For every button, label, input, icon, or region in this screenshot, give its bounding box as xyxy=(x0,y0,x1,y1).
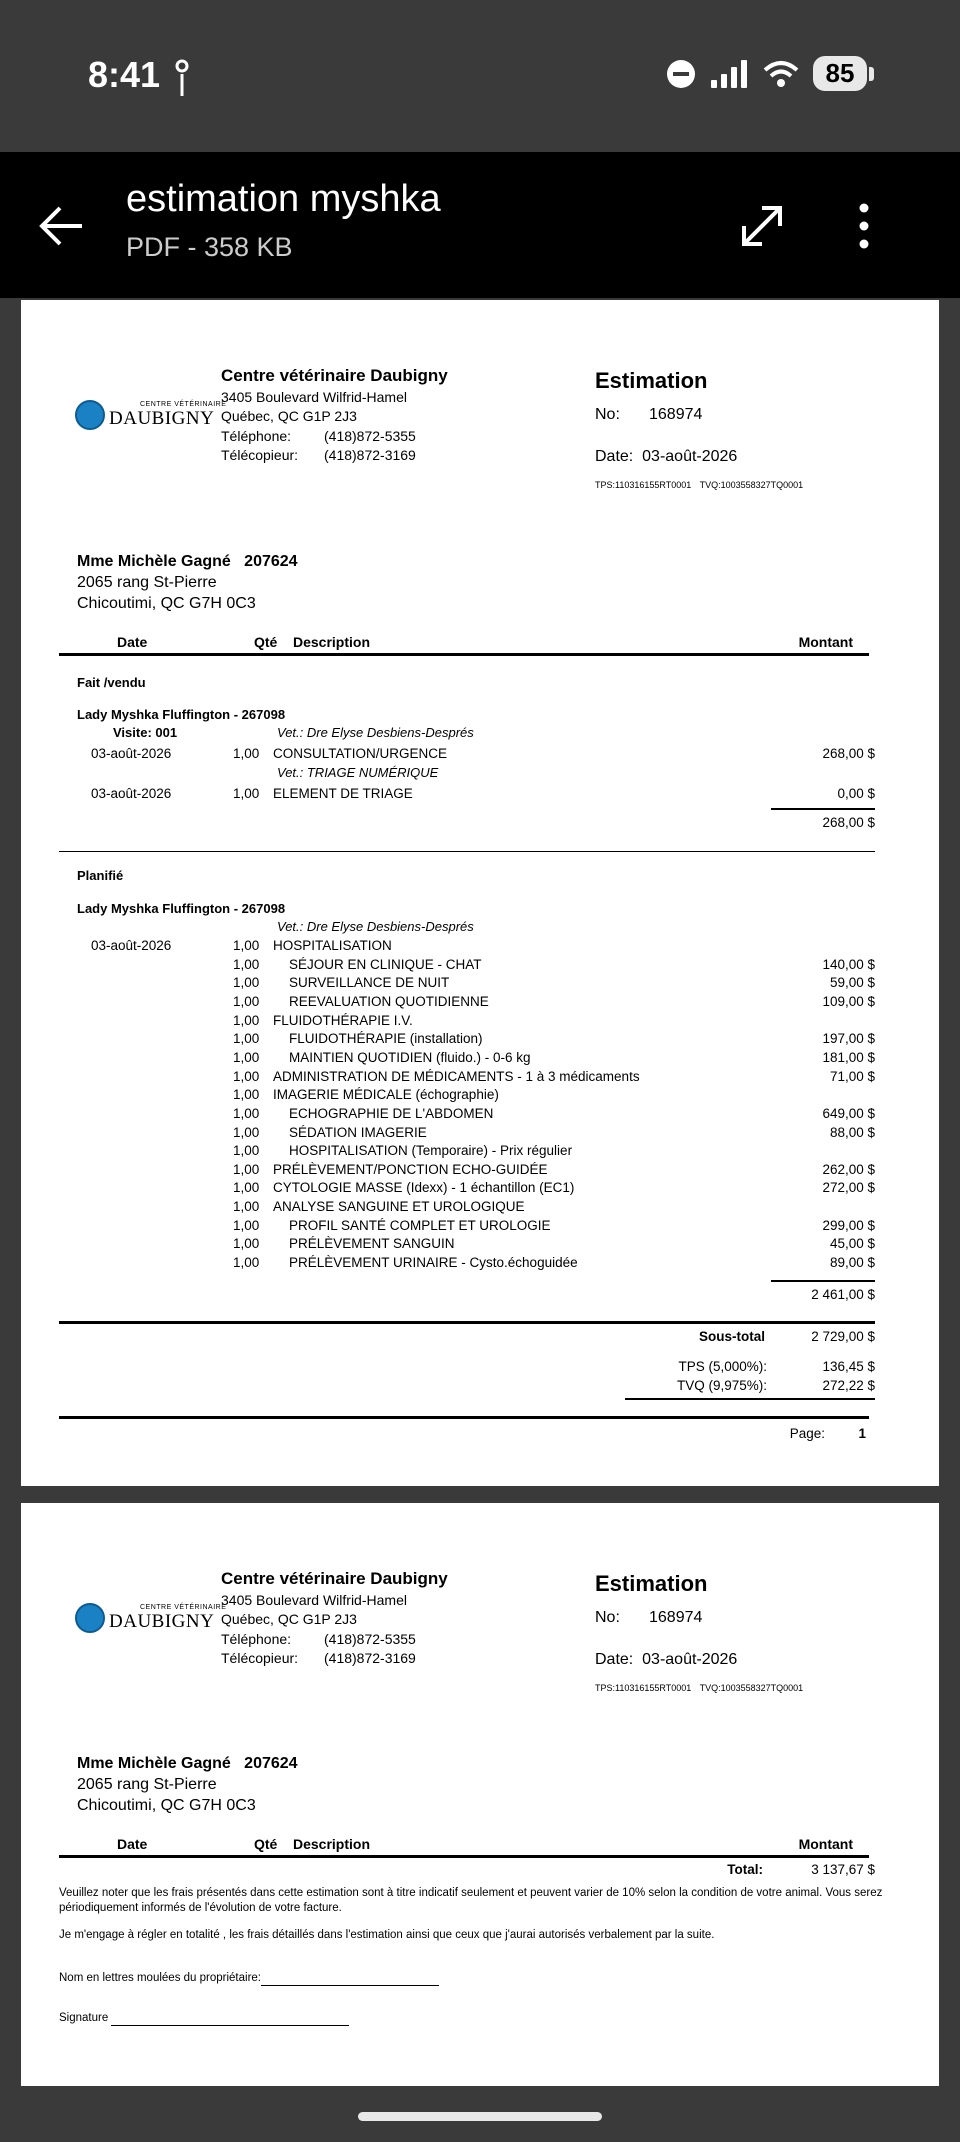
more-options-icon[interactable] xyxy=(852,202,876,250)
pdf-page-2 xyxy=(21,1503,939,2086)
client-address2: Chicoutimi, QC G7H 0C3 xyxy=(77,595,256,612)
fax-value: (418)872-3169 xyxy=(324,1650,416,1666)
client-address1: 2065 rang St-Pierre xyxy=(77,1776,217,1793)
row-qty: 1,00 xyxy=(233,1031,260,1047)
row-description: CONSULTATION/URGENCE xyxy=(273,746,448,761)
row-qty: 1,00 xyxy=(233,975,260,991)
clinic-logo xyxy=(75,1603,226,1633)
logo-brand: DAUBIGNY xyxy=(109,407,215,429)
header-date: Date xyxy=(117,1836,148,1852)
row-qty: 1,00 xyxy=(233,1087,260,1103)
fax-value: (418)872-3169 xyxy=(324,447,416,463)
row-description: SURVEILLANCE DE NUIT xyxy=(289,975,450,991)
estimate-header xyxy=(595,1571,803,1693)
row-description: MAINTIEN QUOTIDIEN (fluido.) - 0-6 kg xyxy=(289,1049,531,1065)
header-qty: Qté xyxy=(254,634,278,650)
header-qty: Qté xyxy=(254,1836,278,1852)
clinic-name: Centre vétérinaire Daubigny xyxy=(221,366,448,385)
row-qty: 1,00 xyxy=(233,1049,260,1065)
row-description: HOSPITALISATION (Temporaire) - Prix régulier xyxy=(289,1143,573,1159)
clinic-address2: Québec, QC G1P 2J3 xyxy=(221,408,357,424)
row-amount: 262,00 $ xyxy=(822,1161,875,1177)
footer-divider xyxy=(59,1416,869,1419)
client-info xyxy=(77,551,298,614)
clinic-logo xyxy=(75,400,226,430)
table-row xyxy=(21,975,939,994)
subtotal-rule xyxy=(771,1280,875,1282)
row-description: PRÉLÈVEMENT SANGUIN xyxy=(289,1236,455,1252)
done-patient: Lady Myshka Fluffington - 267098 xyxy=(77,707,286,722)
estimate-no-label: No: xyxy=(595,406,620,423)
page-number-row xyxy=(21,1426,939,1445)
table-header xyxy=(59,630,869,656)
row-qty: 1,00 xyxy=(233,786,260,801)
table-row xyxy=(21,1125,939,1144)
tax-rule xyxy=(625,1398,875,1400)
row-qty: 1,00 xyxy=(233,1012,260,1028)
subtotal-label: Sous-total xyxy=(699,1329,765,1344)
row-qty: 1,00 xyxy=(233,956,260,972)
page-number: 1 xyxy=(858,1426,866,1441)
phone-value: (418)872-5355 xyxy=(324,1630,416,1647)
estimate-no: 168974 xyxy=(649,406,703,423)
row-qty: 1,00 xyxy=(233,1199,260,1215)
row-qty: 1,00 xyxy=(233,1143,260,1159)
row-qty: 1,00 xyxy=(233,1255,260,1271)
clinic-name: Centre vétérinaire Daubigny xyxy=(221,1569,448,1588)
row-description: CYTOLOGIE MASSE (Idexx) - 1 échantillon (EC1) xyxy=(273,1180,575,1196)
page-label: Page: xyxy=(789,1426,825,1441)
status-icons xyxy=(665,56,874,91)
estimate-no: 168974 xyxy=(649,1609,703,1626)
logo-brand: DAUBIGNY xyxy=(109,1610,215,1632)
row-description: ADMINISTRATION DE MÉDICAMENTS - 1 à 3 médicaments xyxy=(273,1068,640,1084)
row-description: REEVALUATION QUOTIDIENNE xyxy=(289,993,489,1009)
header-description: Description xyxy=(293,634,371,650)
table-row xyxy=(21,938,939,957)
tax-ids: TPS:110316155RT0001 TVQ:1003558327TQ0001 xyxy=(595,1683,804,1693)
row-qty: 1,00 xyxy=(233,1105,260,1121)
total-row xyxy=(21,1862,939,1881)
client-address2: Chicoutimi, QC G7H 0C3 xyxy=(77,1797,256,1814)
planned-subtotal: 2 461,00 $ xyxy=(811,1287,875,1302)
clinic-address2: Québec, QC G1P 2J3 xyxy=(221,1611,357,1627)
table-row xyxy=(21,1255,939,1274)
logo-subtitle: CENTRE VÉTÉRINAIRE xyxy=(140,1603,227,1611)
paw-icon xyxy=(75,1603,105,1633)
paw-icon xyxy=(75,400,105,430)
estimate-date: 03-août-2026 xyxy=(642,448,738,465)
logo-subtitle: CENTRE VÉTÉRINAIRE xyxy=(140,400,227,408)
estimate-date: 03-août-2026 xyxy=(642,1651,738,1668)
phone-label: Téléphone: xyxy=(221,427,292,444)
location-icon xyxy=(170,58,194,98)
fax-label: Télécopieur: xyxy=(221,1650,299,1666)
row-amount: 299,00 $ xyxy=(822,1217,875,1233)
owner-name-line xyxy=(59,1971,909,1986)
row-qty: 1,00 xyxy=(233,1236,260,1252)
subtotal-rule xyxy=(771,808,875,810)
row-amount: 45,00 $ xyxy=(829,1236,875,1252)
table-row xyxy=(21,1180,939,1199)
row-amount: 197,00 $ xyxy=(822,1031,875,1047)
clinic-address1: 3405 Boulevard Wilfrid-Hamel xyxy=(221,388,407,405)
back-arrow-icon[interactable] xyxy=(38,202,86,250)
table-row xyxy=(21,994,939,1013)
phone-label: Téléphone: xyxy=(221,1630,292,1647)
planned-date: 03-août-2026 xyxy=(91,938,172,953)
row-description: ELEMENT DE TRIAGE xyxy=(273,786,413,801)
row-amount: 268,00 $ xyxy=(822,746,875,761)
row-description: SÉJOUR EN CLINIQUE - CHAT xyxy=(289,956,482,972)
row-amount: 140,00 $ xyxy=(822,956,875,972)
client-name: Mme Michèle Gagné xyxy=(77,1755,231,1772)
header-amount: Montant xyxy=(798,634,853,650)
section-divider xyxy=(59,851,875,852)
battery-level: 85 xyxy=(813,56,867,91)
row-qty: 1,00 xyxy=(233,1217,260,1233)
battery-icon xyxy=(869,67,874,81)
phone-value: (418)872-5355 xyxy=(324,427,416,444)
table-row xyxy=(21,746,939,765)
fax-label: Télécopieur: xyxy=(221,447,299,463)
row-amount: 71,00 $ xyxy=(829,1068,875,1084)
document-title: estimation myshka xyxy=(126,178,441,220)
tax-ids: TPS:110316155RT0001 TVQ:1003558327TQ0001 xyxy=(595,480,804,490)
totals-divider xyxy=(59,1321,875,1324)
client-id: 207624 xyxy=(244,1755,298,1772)
section-done-title: Fait /vendu xyxy=(77,675,146,690)
row-qty: 1,00 xyxy=(233,1124,260,1140)
estimate-header xyxy=(595,368,803,490)
tps-value: 136,45 $ xyxy=(822,1359,875,1374)
done-vet-triage: Vet.: TRIAGE NUMÉRIQUE xyxy=(277,765,439,780)
row-amount: 59,00 $ xyxy=(829,975,875,991)
table-row xyxy=(21,1218,939,1237)
tps-label: TPS (5,000%): xyxy=(678,1359,767,1374)
signature-label: Signature xyxy=(59,2012,109,2024)
subtotal-value: 2 729,00 $ xyxy=(811,1329,875,1344)
table-row xyxy=(21,786,939,805)
table-row xyxy=(21,1087,939,1106)
done-visit: Visite: 001 xyxy=(113,725,178,740)
tvq-value: 272,22 $ xyxy=(822,1378,875,1393)
pdf-page-1 xyxy=(21,300,939,1486)
disclaimer-text: Veuillez noter que les frais présentés dans cette estimation sont à titre indicatif seulement et peuvent varier de 10% selon la condition de votre animal. Vous serez périodiquement informés de l'évolution de votre facture. xyxy=(59,1887,883,1914)
table-row xyxy=(21,1236,939,1255)
table-row xyxy=(21,1143,939,1162)
home-indicator[interactable] xyxy=(358,2112,602,2121)
row-description: SÉDATION IMAGERIE xyxy=(289,1124,427,1140)
client-info xyxy=(77,1753,298,1816)
tvq-row xyxy=(21,1378,939,1397)
header-date: Date xyxy=(117,634,148,650)
signal-icon xyxy=(711,60,749,88)
row-description: ECHOGRAPHIE DE L'ABDOMEN xyxy=(289,1105,494,1121)
expand-icon[interactable] xyxy=(738,202,786,250)
row-date: 03-août-2026 xyxy=(91,786,172,801)
header-description: Description xyxy=(293,1836,371,1852)
subtotal-row xyxy=(21,1329,939,1348)
done-subtotal-row xyxy=(21,815,939,834)
header-amount: Montant xyxy=(798,1836,853,1852)
row-description: PRÉLÈVEMENT URINAIRE - Cysto.échoguidée xyxy=(289,1255,578,1271)
estimate-no-label: No: xyxy=(595,1609,620,1626)
status-bar xyxy=(0,0,960,152)
tps-row xyxy=(21,1359,939,1378)
total-label: Total: xyxy=(727,1862,763,1877)
row-description: PROFIL SANTÉ COMPLET ET UROLOGIE xyxy=(289,1217,551,1233)
status-time: 8:41 xyxy=(88,54,161,95)
row-amount: 272,00 $ xyxy=(822,1180,875,1196)
planned-subtotal-row xyxy=(21,1287,939,1306)
section-planned-title: Planifié xyxy=(77,868,124,883)
row-description: FLUIDOTHÉRAPIE (installation) xyxy=(289,1031,483,1047)
planned-vet: Vet.: Dre Elyse Desbiens-Després xyxy=(277,919,474,934)
total-value: 3 137,67 $ xyxy=(811,1862,875,1877)
table-row xyxy=(21,1031,939,1050)
do-not-disturb-icon xyxy=(665,58,697,90)
estimate-title: Estimation xyxy=(595,1571,708,1596)
document-subtitle: PDF - 358 KB xyxy=(126,232,293,262)
wifi-icon xyxy=(763,60,799,88)
done-vet: Vet.: Dre Elyse Desbiens-Després xyxy=(277,725,474,740)
row-qty: 1,00 xyxy=(233,746,260,761)
clinic-info xyxy=(221,366,448,466)
row-amount: 109,00 $ xyxy=(822,993,875,1009)
estimate-date-label: Date: xyxy=(595,448,634,465)
row-amount: 0,00 $ xyxy=(837,786,875,801)
table-row xyxy=(21,1106,939,1125)
table-row xyxy=(21,1013,939,1032)
row-description: FLUIDOTHÉRAPIE I.V. xyxy=(273,1012,413,1028)
clinic-address1: 3405 Boulevard Wilfrid-Hamel xyxy=(221,1591,407,1608)
row-description: HOSPITALISATION xyxy=(273,938,392,953)
row-description: PRÉLÈVEMENT/PONCTION ECHO-GUIDÉE xyxy=(273,1161,548,1177)
table-row xyxy=(21,957,939,976)
row-qty: 1,00 xyxy=(233,1180,260,1196)
row-amount: 181,00 $ xyxy=(822,1049,875,1065)
row-description: IMAGERIE MÉDICALE (échographie) xyxy=(273,1087,499,1103)
client-name: Mme Michèle Gagné xyxy=(77,553,231,570)
row-date: 03-août-2026 xyxy=(91,746,172,761)
row-amount: 649,00 $ xyxy=(822,1105,875,1121)
app-bar xyxy=(0,152,960,298)
table-row xyxy=(21,1199,939,1218)
signature-line xyxy=(59,2011,909,2026)
client-address1: 2065 rang St-Pierre xyxy=(77,574,217,591)
commitment-text: Je m'engage à régler en totalité , les frais détaillés dans l'estimation ainsi que ceux que j'aurai autorisés verbalement par la suite. xyxy=(59,1929,715,1941)
table-header xyxy=(59,1832,869,1858)
client-id: 207624 xyxy=(244,553,298,570)
tvq-label: TVQ (9,975%): xyxy=(676,1378,767,1393)
row-qty: 1,00 xyxy=(233,938,260,953)
row-amount: 89,00 $ xyxy=(829,1255,875,1271)
table-row xyxy=(21,1069,939,1088)
row-qty: 1,00 xyxy=(233,993,260,1009)
row-description: ANALYSE SANGUINE ET UROLOGIQUE xyxy=(273,1199,525,1215)
estimate-title: Estimation xyxy=(595,368,708,393)
row-qty: 1,00 xyxy=(233,1068,260,1084)
planned-patient: Lady Myshka Fluffington - 267098 xyxy=(77,901,286,916)
estimate-date-label: Date: xyxy=(595,1651,634,1668)
clinic-info xyxy=(221,1569,448,1669)
table-row xyxy=(21,1162,939,1181)
table-row xyxy=(21,1050,939,1069)
row-amount: 88,00 $ xyxy=(829,1124,875,1140)
row-qty: 1,00 xyxy=(233,1161,260,1177)
owner-name-label: Nom en lettres moulées du propriétaire: xyxy=(59,1972,261,1984)
done-subtotal: 268,00 $ xyxy=(822,815,875,830)
